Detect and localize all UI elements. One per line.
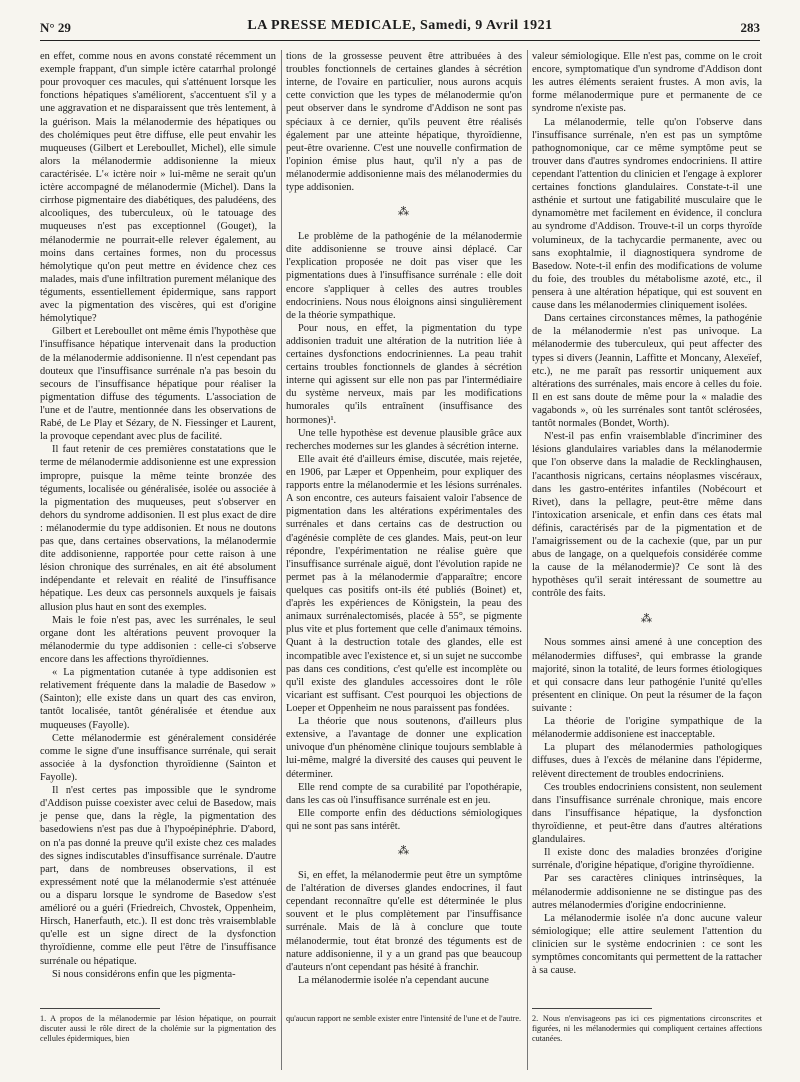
paragraph: Une telle hypothèse est devenue plausible grâce aux recherches modernes sur les glandes à sécrétion interne. [286,427,522,452]
journal-title: LA PRESSE MEDICALE, Samedi, 9 Avril 1921 [247,18,553,33]
paragraph: tions de la grossesse peuvent être attribuées à des troubles fonctionnels de certaines glandes à sécrétion interne, de l'ovaire en particulier, nous aurons acquis cette conviction que les types de mélanodermie qu'on peut observer dans le syndrome d'Addison ne sont pas spéciaux à ce dernier, qu'ils peuvent être réalisés également par une atteinte hépatique, thyroïdienne, peut-être ovarienne. C'est une nouvelle confirmation de l'opinion émise plus haut, qu'il n'y a pas de mélanodermie addisonienne mais des mélanodermies du type addisonien. [286,51,522,194]
paragraph: N'est-il pas enfin vraisemblable d'incriminer des lésions glandulaires variables dans la mélanodermie que l'on observe dans la maladie de Recklinghausen, l'acanthosis nigricans, certains néoplasmes viscéraux, dans les gastro-entérites infantiles (Nobécourt et Rivet), dans la pellagre, peut-être même dans l'intoxication arsenicale, et enfin dans ces états mal définis, caractérisés par de la pigmentation et de l'amaigrissement ou de la cachexie (que, par un pur abus de langage, on a quelquefois considérée comme la cause de la mélanodermie)? Ce sont là des hypothèses qu'il serait intéressant de soumettre au contrôle des faits. [532,431,762,600]
paragraph: en effet, comme nous en avons constaté récemment un exemple frappant, d'un simple ictère catarrhal prolongé pour provoquer ces macules, qui s'atténuent lorsque les fonctions hépatiques s'améliorent, s'accentuent s'il y a une aggravation et ne disparaissent que très lentement, à la guérison. Mais la mélanodermie des hépatiques ou des cholémiques peut être diffuse, elle peut envahir les muqueuses (Gilbert et Lereboullet, Michel), elle simule alors la mélanodermie addisonienne la mieux caractérisée. L'« ictère noir » lui-même ne serait qu'un ictère accompagné de mélanodermie (Michel). Dans la cirrhose pigmentaire des diabétiques, des paludéens, des alcooliques, des tuberculeux, où le tatouage des muqueuses n'est pas exceptionnel (Gouget), la mélanodermie ne pourrait-elle relever également, au moins dans certaines formes, non du processus hémolytique qu'on peut mettre en évidence chez ces malades, mais d'une infiltration purement mélanique des téguments, essentiellement épidermique, sans rapport avec la pigmentation des viscères, qui est d'origine hémolytique? [40,51,276,325]
paragraph: Il existe donc des maladies bronzées d'origine surrénale, d'origine hépatique, d'origine thyroïdienne. [532,847,762,872]
column-divider [527,50,528,1070]
footnote-2: 2. Nous n'envisageons pas ici ces pigmentations circonscrites et figurées, ni les mélanodermies qui compliquent certaines affections cutanées. [532,1014,762,1043]
paragraph: Si, en effet, la mélanodermie peut être un symptôme de l'altération de diverses glandes endocrines, il faut cependant reconnaître qu'elle est déterminée le plus souvent et le plus complètement par l'insuffisance surrénale. Mais de là à conclure que toute mélanodermie, tout état bronzé des téguments est de nature addisonienne, il y a un grand pas que beaucoup d'auteurs n'ont cependant pas hésité à franchir. [286,869,522,973]
paragraph: Elle comporte enfin des déductions sémiologiques qui ne sont pas sans intérêt. [286,807,522,832]
paragraph: Il n'est certes pas impossible que le syndrome d'Addison puisse coexister avec celui de Basedow, mais je pense que, dans la règle, la pigmentation des basedowiens n'est pas due à l'hypoépinéphrie. D'abord, on n'a pas donné la preuve qu'il existe chez ces malades des signes indiscutables d'insuffisance surrénale. D'autre part, dans de nombreuses observations, il est expressément noté que la mélanodermie s'est atténuée ou a disparu lorsque le syndrome de Basedow s'est amélioré ou a guéri (Friedreich, Chvostek, Oppenheim, Hirsch, Hanerfauth, etc.). Il est donc très vraisemblable qu'elle est un signe direct de la dysfonction thyroïdienne, comme elle peut l'être de l'insuffisance surrénale ou hépatique. [40,785,276,967]
paragraph: « La pigmentation cutanée à type addisonien est relativement fréquente dans la maladie de Basedow » (Sainton); elle existe dans un quart des cas environ, tantôt localisée, tantôt généralisée et étendue aux muqueuses (Fayolle). [40,667,276,731]
paragraph: La mélanodermie isolée n'a cependant aucune [298,974,489,986]
footnote-rule [40,1008,160,1009]
paragraph: Gilbert et Lereboullet ont même émis l'hypothèse que l'insuffisance hépatique intervenait dans la production de la mélanodermie addisonienne. Il n'est cependant pas douteux que l'insuffisance surrénale n'a pas besoin du secours de l'insuffisance hépatique pour réaliser la pigmentation diffuse des téguments. L'association de l'une et de l'autre, mentionnée dans les observations de Rabé, de Le Play et Sézary, de N. Fiessinger et Laurent, la provoque cependant avec plus de facilité. [40,326,276,443]
footnote-1-continued: qu'aucun rapport ne semble exister entre l'intensité de l'une et de l'autre. [286,1014,522,1023]
paragraph: Nous sommes ainsi amené à une conception des mélanodermies diffuses², qui embrasse la grande majorité, sinon la totalité, de leurs formes étiologiques et qui consacre dans leur pathogénie l'unité qu'elles présentent en clinique. On peut la résumer de la façon suivante : [532,637,762,714]
running-header [40,18,760,41]
column-1 [40,50,276,981]
paragraph: Si nous considérons enfin que les pigmenta- [52,968,236,980]
issue-number: N° 29 [40,20,71,35]
paragraph: Elle avait été d'ailleurs émise, discutée, mais rejetée, en 1906, par Læper et Oppenheim, pour expliquer des rapports entre la mélanodermie et les lésions surrénales. A son encontre, ces auteurs faisaient valoir l'absence de pigmentation dans les altérations expérimentales des surrénales et dans certains cas de destruction ou d'agénésie complète de ces glandes. Mais, peut-on leur répondre, l'expérimentation ne réalise guère que l'insuffisance surrénale aiguë, dont l'évolution rapide ne permet pas à la mélanodermie d'apparaître; encore quelques cas positifs ont-ils été publiés (Boinet) et, d'après les expériences de Königstein, la peau des animaux surrénalectomisés, placée à 55°, se pigmente plus vite et plus fortement que celle d'animaux témoins. Quant à la destruction totale des glandes, elle est incompatible avec l'existence et, si un sujet ne succombe pas dans ces conditions, c'est qu'elle est incomplète ou qu'il existe des glandules accessoires dont le rôle vicariant est suffisant. C'est pourquoi les objections de Loeper et Oppenheim ne nous paraissent pas fondées. [286,453,522,714]
footnote-1: 1. A propos de la mélanodermie par lésion hépatique, on pourrait discuter aussi le rôle direct de la cholémie sur la pigmentation des cellules épidermiques, bien [40,1014,276,1043]
paragraph: La théorie de l'origine sympathique de la mélanodermie addisoniene est inacceptable. [532,716,762,741]
page-number: 283 [740,20,760,35]
column-divider [281,50,282,1070]
column-2 [286,50,522,987]
paragraph: Ces troubles endocriniens consistent, non seulement dans l'insuffisance surrénale chronique, mais encore dans l'insuffisance hépatique, la dysfonction thyroïdienne, et peut-être dans d'autres altérations glandulaires. [532,781,762,846]
column-3 [532,50,762,977]
paragraph: Il faut retenir de ces premières constatations que le terme de mélanodermie addisonienne est une expression impropre, puisque la même teinte bronzée des téguments, localisée ou généralisée, isolée ou associée à la pigmentation des muqueuses, peut s'observer en dehors du syndrome addisonien. Il est plus exact de dire : mélanodermie du type addisonien. Et nous ne doutons pas que, dans certaines observations, la mélanodermie dite addisonienne, rapportée pour cette raison à une lésion chronique des surrénales, en ait été absolument indépendante et relevait en réalité de l'insuffisance hépatique. Les deux cas personnels auxquels je faisais allusion plus haut en sont des exemples. [40,444,276,613]
paragraph: La théorie que nous soutenons, d'ailleurs plus extensive, a l'avantage de donner une explication univoque d'un phénomène clinique toujours semblable à lui-même, malgré la diversité des causes qui peuvent le déterminer. [286,716,522,780]
footnote-rule [532,1008,652,1009]
paragraph: valeur sémiologique. Elle n'est pas, comme on le croit encore, symptomatique d'un syndrome d'Addison dont les autres éléments seraient frustes. A mon avis, la forme mélanodermique pure et permanente de ce syndrome n'existe pas. [532,51,762,115]
paragraph: Dans certaines circonstances mêmes, la pathogénie de la mélanodermie n'est pas univoque. La mélanodermie des tuberculeux, qui peut affecter des types si divers (Jeannin, Laffitte et Moncany, Alexeïef, etc.), ne me paraît pas ressortir uniquement aux altérations des surrénales, mais encore à celles du foie. Il en est sans doute de même pour la « maladie des vagabonds », où les surrénales sont tantôt sclérosées, tantôt normales (Bondet, Worth). [532,313,762,430]
paragraph: La plupart des mélanodermies pathologiques diffuses, dues à l'excès de mélanine dans l'épiderme, relèvent directement de troubles endocriniens. [532,742,762,780]
section-asterism: ⁂ [398,206,410,219]
paragraph: Par ses caractères cliniques intrinsèques, la mélanodermie addisonienne ne se distingue pas des autres mélanodermies d'origine endocrinienne. [532,873,762,911]
paragraph: La mélanodermie, telle qu'on l'observe dans l'insuffisance surrénale, n'en est pas un symptôme pathognomonique, car ce même symptôme peut se trouver dans d'autres syndromes endocriniens. Il attire cependant l'attention du clinicien et l'engage à explorer certaines fonctions glandulaires. Constate-t-il une asthénie et surtout une fatigabilité musculaire que le dynamomètre met facilement en évidence, il conclura au syndrome d'Addison. Trouve-t-il un corps thyroïde volumineux, de la tachycardie permanente, avec ou sans exophtalmie, il diagnostiquera syndrome de Basedow. Note-t-il enfin des modifications de volume du foie, des troubles du métabolisme azoté, etc., il pensera à une altération hépatique, qui est souvent en cause dans les mélanodermies cliniquement isolées. [532,116,762,312]
paragraph: Cette mélanodermie est généralement considérée comme le signe d'une insuffisance surrénale, qui serait associée à la dysfonction thyroïdienne (Sainton et Fayolle). [40,732,276,784]
paragraph: Le problème de la pathogénie de la mélanodermie dite addisonienne se trouve ainsi déplacé. Car l'explication proposée ne doit pas viser que les pigmentations dues à l'insuffisance surrénale : elle doit encore s'appliquer à celles des autres troubles endocriniens. Nous nous éloignons ainsi singulièrement de la théorie sympathique. [286,231,522,321]
paragraph: Mais le foie n'est pas, avec les surrénales, le seul organe dont les altérations peuvent provoquer la mélanodermie du type addisonien : celle-ci s'observe encore dans les affections thyroïdiennes. [40,614,276,666]
paragraph: Elle rend compte de sa curabilité par l'opothérapie, dans les cas où l'insuffisance surrénale est en jeu. [286,781,522,806]
paragraph: La mélanodermie isolée n'a donc aucune valeur sémiologique; elle attire seulement l'attention du clinicien sur le système endocrinien : ce sont les symptômes concomitants qui permettent de la rattacher à sa cause. [532,912,762,977]
section-asterism: ⁂ [398,845,410,858]
paragraph: Pour nous, en effet, la pigmentation du type addisonien traduit une altération de la nutrition liée à certaines dysfonctions endocriniennes. La peau trahit certains troubles fonctionnels de glandes à sécrétion interne qui agissent sur elle non pas par l'intermédiaire du système nerveux, mais par les modifications humorales qu'ils entraînent (insuffisance des hormones)¹. [286,322,522,426]
section-asterism: ⁂ [641,612,653,625]
